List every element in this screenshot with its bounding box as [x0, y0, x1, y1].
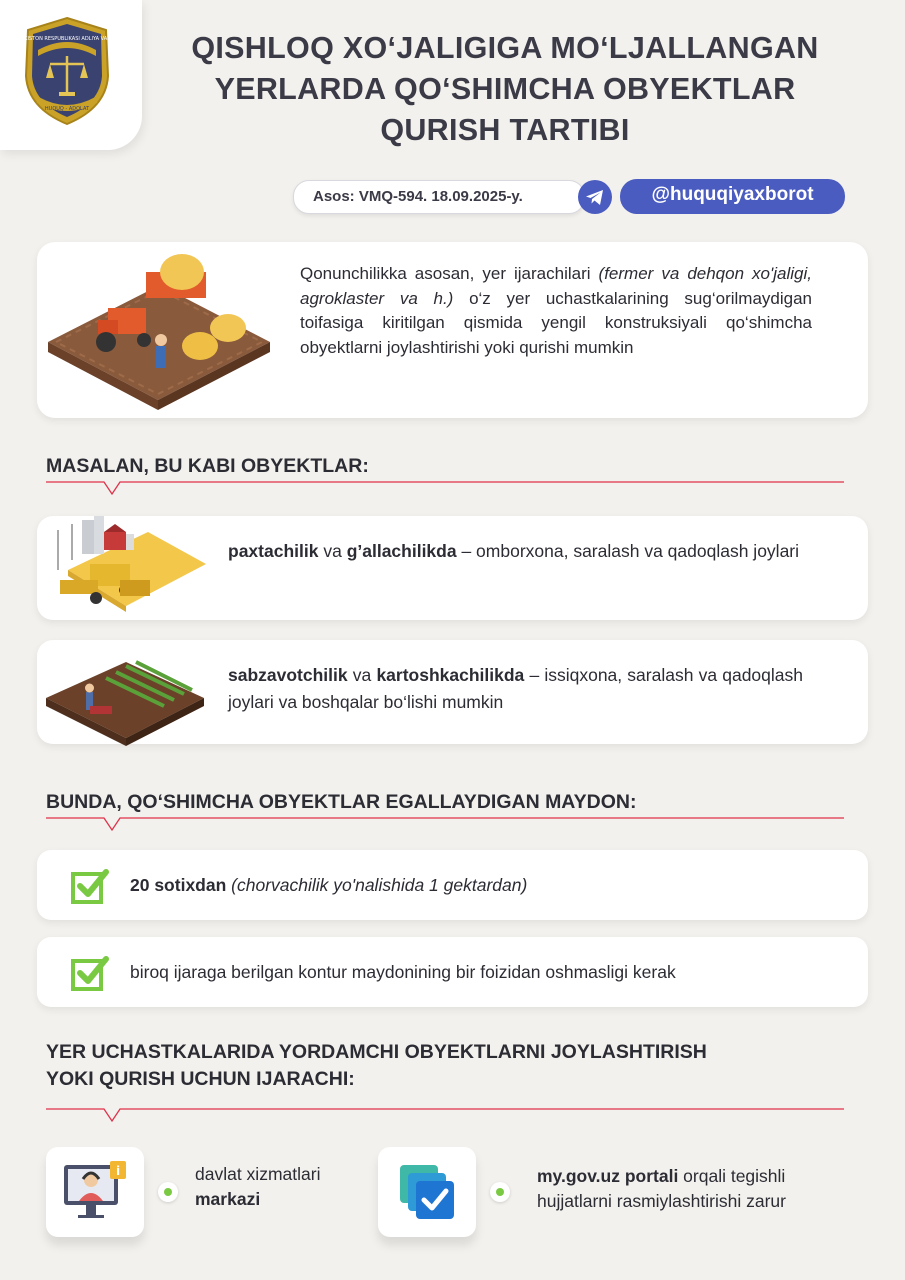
section-divider: [46, 814, 846, 836]
service-center-icon: [46, 1147, 144, 1237]
basis-text: Asos: VMQ-594. 18.09.2025-y.: [313, 188, 523, 205]
examples-title: MASALAN, BU KABI OBYEKTLAR:: [46, 455, 369, 477]
grain-bold-2: g’allachilikda: [346, 541, 457, 561]
veg-bold-1: sabzavotchilik: [228, 665, 348, 685]
veg-mid: va: [347, 665, 377, 685]
grain-rest: – omborxona, saralash va qadoqlash joylari: [456, 541, 800, 561]
service-center-box: [46, 1147, 144, 1237]
step-bullet: [158, 1182, 178, 1202]
example-text-vegetable: [228, 662, 803, 716]
step1-bold: markazi: [195, 1189, 261, 1209]
intro-text-italic: (fermer va dehqon xo'jaligi, agroklaster va h.): [300, 264, 812, 308]
intro-text-end: o‘z yer uchastkalarining sug‘orilmaydigan toifasiga kiritilgan qismida yengil konstruksiyali qo‘shimcha obyektlarni joylashtirishi yoki qurishi mumkin: [300, 288, 812, 357]
grain-bold-1: paxtachilik: [228, 541, 319, 561]
check-icon: [70, 953, 110, 993]
area-limit-bold: 20 sotixdan: [130, 875, 227, 895]
grain-mid: va: [318, 541, 347, 561]
check-icon: [70, 866, 110, 906]
title-line-2: YERLARDA QO‘SHIMCHA OBYEKTLAR: [214, 72, 796, 106]
logo-text-top: O'ZBEKISTON RESPUBLIKASI ADLIYA VAZIRLIGI: [8, 36, 126, 42]
documents-check-icon: [378, 1147, 476, 1237]
vegetable-field-illustration: [46, 648, 206, 748]
step1-text: davlat xizmatlari: [195, 1164, 321, 1184]
svg-text:i: i: [115, 1164, 121, 1178]
step-bullet: [490, 1182, 510, 1202]
procedure-title: [46, 1039, 846, 1093]
logo-text-bottom: HUQUQ - ADOLAT: [44, 106, 90, 112]
area-title: BUNDA, QO‘SHIMCHA OBYEKTLAR EGALLAYDIGAN MAYDON:: [46, 791, 637, 813]
page-title: [160, 28, 850, 151]
area-limit-text: [130, 875, 527, 896]
intro-text-start: Qonunchilikka asosan, yer ijarachilari: [300, 264, 599, 283]
title-line-3: QURISH TARTIBI: [380, 113, 630, 147]
section-divider: [46, 478, 846, 500]
mygov-box: [378, 1147, 476, 1237]
area-limit-italic: (chorvachilik yo'nalishida 1 gektardan): [226, 875, 528, 895]
section-divider: [46, 1105, 846, 1127]
procedure-title-line-2: YOKI QURISH UCHUN IJARACHI:: [46, 1068, 355, 1090]
telegram-icon[interactable]: [578, 180, 612, 214]
grain-harvest-illustration: [48, 510, 208, 620]
ministry-emblem-icon: [8, 16, 126, 128]
step2-text: orqali tegishli hujjatlarni rasmiylashtirishi zarur: [537, 1166, 786, 1211]
veg-rest: – issiqxona, saralash va qadoqlash joylari va boshqalar bo‘lishi mumkin: [228, 665, 803, 712]
logo-card: [0, 0, 142, 150]
step2-bold: my.gov.uz portali: [537, 1166, 679, 1186]
intro-text: [300, 262, 812, 360]
step-mygov-text: [537, 1164, 852, 1214]
title-line-1: QISHLOQ XO‘JALIGIGA MO‘LJALLANGAN: [191, 31, 819, 65]
area-percent-text: biroq ijaraga berilgan kontur maydonining bir foizidan oshmasligi kerak: [130, 962, 676, 982]
procedure-title-line-1: YER UCHASTKALARIDA YORDAMCHI OBYEKTLARNI JOYLASHTIRISH: [46, 1041, 707, 1063]
channel-link[interactable]: @huquqiyaxborot: [651, 184, 814, 205]
veg-bold-2: kartoshkachilikda: [376, 665, 525, 685]
example-text-grain: [228, 538, 803, 565]
farm-tractor-illustration: [48, 250, 273, 410]
step-service-center-text: [195, 1162, 365, 1212]
